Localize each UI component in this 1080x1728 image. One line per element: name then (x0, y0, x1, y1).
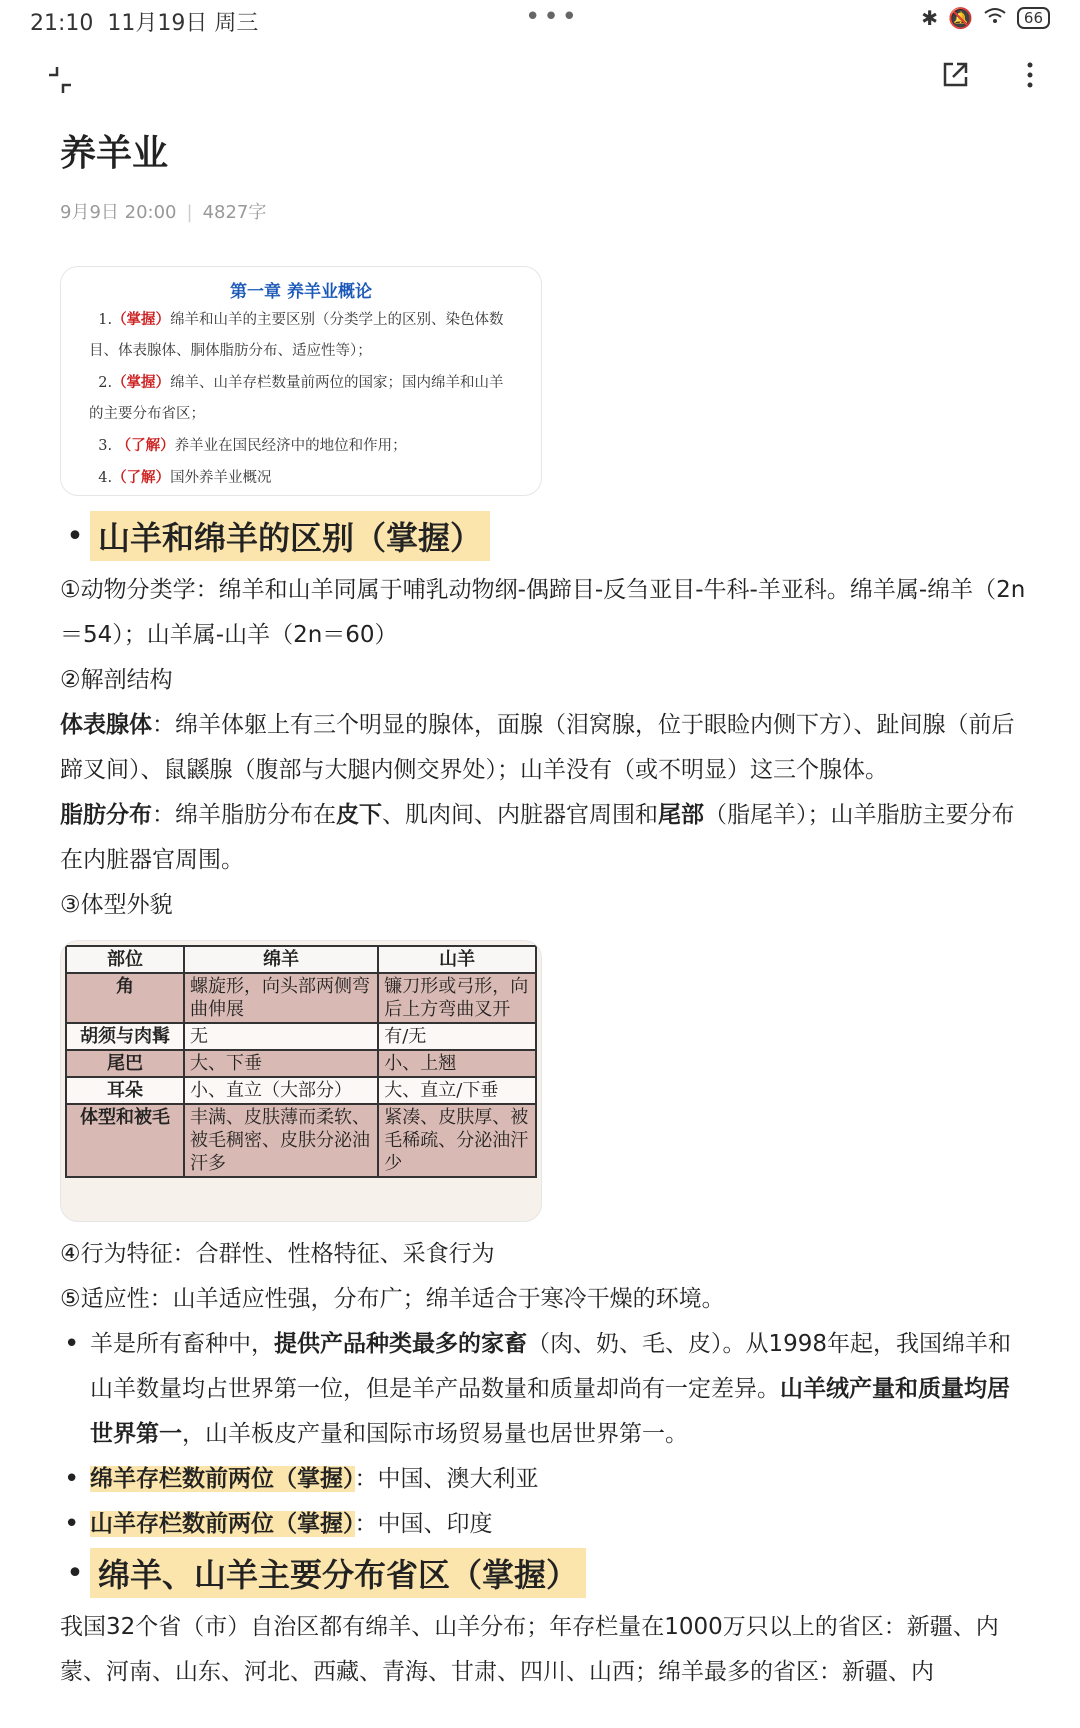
table-row: 尾巴 大、下垂 小、上翘 (66, 1050, 536, 1077)
list-item: • 羊是所有畜种中，提供产品种类最多的家畜（肉、奶、毛、皮）。从1998年起，我国绵羊和山羊数量均占世界第一位，但是羊产品数量和质量却尚有一定差异。山羊绒产量和质量均居世界第一，山羊板皮产量和国际市场贸易量也居世界第一。 (60, 1322, 1030, 1457)
chapter-item: 2.（掌握）绵羊、山羊存栏数量前两位的国家；国内绵羊和山羊的主要分布省区； (89, 374, 504, 422)
share-button[interactable] (930, 50, 980, 100)
status-time: 21:10 11月19日 周三 (30, 11, 259, 36)
collapse-icon (45, 65, 75, 95)
status-bar (0, 0, 1080, 40)
bullet-icon: • (64, 1464, 80, 1494)
note-body[interactable] (60, 510, 1030, 1695)
status-icons (921, 6, 1050, 30)
section-heading: • 山羊和绵羊的区别（掌握） (60, 510, 1030, 562)
paragraph-appearance: ③体型外貌 (60, 892, 173, 918)
table-header: 山羊 (378, 946, 536, 973)
chapter-item: 1.（掌握）绵羊和山羊的主要区别（分类学上的区别、染色体数目、体表腺体、胴体脂肪分布、适应性等）； (89, 311, 504, 359)
bullet-icon: • (64, 1329, 80, 1359)
paragraph-anatomy: ②解剖结构 (60, 667, 173, 693)
comparison-table (65, 945, 537, 1178)
note-title[interactable]: 养羊业 (60, 133, 169, 174)
bullet-icon: • (66, 1555, 84, 1591)
wifi-icon (983, 6, 1007, 30)
paragraph-fat: 脂肪分布：绵羊脂肪分布在皮下、肌肉间、内脏器官周围和尾部（脂尾羊）；山羊脂肪主要分布在内脏器官周围。 (60, 802, 1015, 873)
comparison-table-image[interactable] (60, 940, 542, 1222)
battery-icon: 66 (1017, 7, 1050, 29)
table-row: 胡须与肉髯 无 有/无 (66, 1023, 536, 1050)
table-header: 部位 (66, 946, 184, 973)
mute-icon: 🔕 (948, 6, 973, 30)
collapse-button[interactable] (35, 55, 85, 105)
note-date: 9月9日 20:00 (60, 202, 177, 223)
table-row: 角 螺旋形，向头部两侧弯曲伸展 镰刀形或弓形，向后上方弯曲叉开 (66, 973, 536, 1023)
paragraph-behavior: ④行为特征：合群性、性格特征、采食行为 (60, 1241, 495, 1267)
chapter-outline-image[interactable] (60, 266, 542, 496)
bullet-list (60, 1322, 1030, 1547)
chapter-item: 4.（了解）国外养羊业概况 (98, 469, 272, 486)
note-toolbar (0, 50, 1080, 110)
table-row: 耳朵 小、直立（大部分） 大、直立/下垂 (66, 1077, 536, 1104)
list-item: • 绵羊存栏数前两位（掌握）：中国、澳大利亚 (60, 1457, 1030, 1502)
multitask-dots[interactable]: ••• (525, 2, 581, 32)
note-meta: 9月9日 20:00 | 4827字 (60, 202, 267, 223)
bullet-icon: • (66, 518, 84, 554)
chapter-item: 3. （了解）养羊业在国民经济中的地位和作用； (98, 437, 407, 454)
more-button[interactable] (1005, 50, 1055, 100)
share-icon (940, 60, 970, 90)
paragraph-taxonomy: ①动物分类学：绵羊和山羊同属于哺乳动物纲-偶蹄目-反刍亚目-牛科-羊亚科。绵羊属-绵羊（2n＝54）；山羊属-山羊（2n＝60） (60, 577, 1026, 648)
chapter-items (61, 304, 541, 494)
table-row: 体型和被毛 丰满、皮肤薄而柔软、被毛稠密、皮肤分泌油汗多 紧凑、皮肤厚、被毛稀疏、分泌油汗少 (66, 1104, 536, 1177)
note-word-count: 4827字 (202, 202, 267, 223)
paragraph-adaptability: ⑤适应性：山羊适应性强，分布广；绵羊适合于寒冷干燥的环境。 (60, 1286, 725, 1312)
list-item: • 山羊存栏数前两位（掌握）：中国、印度 (60, 1502, 1030, 1547)
table-header: 绵羊 (184, 946, 378, 973)
section-heading: • 绵羊、山羊主要分布省区（掌握） (60, 1547, 1030, 1599)
bluetooth-icon: ✱ (921, 6, 938, 30)
more-vertical-icon (1025, 60, 1035, 90)
bullet-icon: • (64, 1509, 80, 1539)
paragraph-distribution: 我国32个省（市）自治区都有绵羊、山羊分布；年存栏量在1000万只以上的省区：新疆、内蒙、河南、山东、河北、西藏、青海、甘肃、四川、山西；绵羊最多的省区：新疆、内 (60, 1614, 999, 1685)
paragraph-glands: 体表腺体：绵羊体躯上有三个明显的腺体，面腺（泪窝腺，位于眼睑内侧下方）、趾间腺（前后蹄叉间）、鼠鼷腺（腹部与大腿内侧交界处）；山羊没有（或不明显）这三个腺体。 (60, 712, 1015, 783)
chapter-title: 第一章 养羊业概论 (230, 282, 372, 302)
